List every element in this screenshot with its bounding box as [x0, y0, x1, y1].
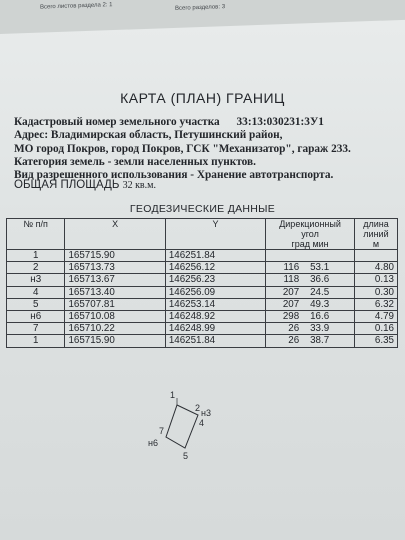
point-number-cell: 1 [7, 250, 65, 262]
angle-degrees: 207 [282, 298, 300, 310]
line-length-cell: 6.35 [354, 335, 397, 347]
table-row [7, 286, 398, 298]
top-fragment-2: Всего разделов: 3 [175, 4, 226, 12]
y-coordinate-cell: 146256.23 [165, 274, 265, 286]
top-fragment-1: Всего листов раздела 2: 1 [40, 2, 113, 11]
total-area [14, 179, 156, 191]
coordinates-table [6, 218, 398, 348]
angle-degrees: 116 [283, 262, 300, 274]
cadastral-label: Кадастровый номер земельного участка [14, 116, 220, 128]
direction-angle-cell [266, 286, 355, 298]
area-value: 32 кв.м. [122, 180, 156, 191]
x-coordinate-cell: 165710.22 [65, 323, 165, 335]
sketch-label-5: 5 [183, 451, 189, 460]
point-number-cell: 4 [7, 286, 65, 298]
sketch-label-7: 7 [159, 426, 165, 436]
header-number: № п/п [7, 219, 65, 250]
angle-degrees: 118 [283, 274, 300, 286]
line-length-cell: 0.30 [354, 286, 397, 298]
line-length-cell: 4.80 [354, 262, 397, 274]
y-coordinate-cell: 146256.09 [165, 286, 265, 298]
header-angle [266, 219, 355, 250]
point-number-cell: 2 [7, 262, 65, 274]
geodetic-title: ГЕОДЕЗИЧЕСКИЕ ДАННЫЕ [129, 203, 276, 215]
cadastral-row [14, 116, 351, 129]
address-line-1: Адрес: Владимирская область, Петушинский район, [14, 129, 283, 142]
direction-angle-cell [266, 274, 355, 286]
point-number-cell: 7 [7, 323, 65, 335]
direction-angle-cell [266, 310, 355, 322]
angle-degrees: 207 [282, 286, 300, 298]
table-row [7, 298, 398, 310]
line-length-cell [354, 250, 397, 262]
x-coordinate-cell: 165715.90 [65, 250, 165, 262]
table-row [7, 274, 398, 286]
previous-page-strip [0, 0, 405, 34]
address-line-2: МО город Покров, город Покров, ГСК "Механизатор", гараж 233. [14, 142, 351, 155]
x-coordinate-cell: 165715.90 [65, 335, 165, 347]
angle-minutes: 38.7 [310, 335, 330, 347]
y-coordinate-cell: 146248.99 [165, 323, 265, 335]
header-length-title: длина линий [363, 219, 389, 239]
y-coordinate-cell: 146251.84 [165, 250, 265, 262]
point-number-cell: н3 [7, 274, 65, 286]
table-row [7, 250, 398, 262]
direction-angle-cell [266, 335, 355, 347]
x-coordinate-cell: 165713.40 [65, 286, 165, 298]
angle-degrees: 298 [282, 311, 300, 323]
y-coordinate-cell: 146248.92 [165, 310, 265, 322]
line-length-cell: 0.13 [354, 274, 397, 286]
table-row [7, 310, 398, 322]
parcel-info [14, 116, 351, 182]
table-row [7, 323, 398, 335]
header-length [354, 219, 397, 250]
table-row [7, 335, 398, 347]
header-y: Y [165, 219, 265, 250]
y-coordinate-cell: 146256.12 [165, 262, 265, 274]
direction-angle-cell [266, 262, 355, 274]
angle-minutes: 16.6 [310, 311, 330, 323]
angle-minutes: 24.5 [310, 286, 330, 298]
angle-minutes: 53.1 [310, 262, 330, 274]
land-category: Категория земель - земли населенных пунктов. [14, 155, 256, 168]
x-coordinate-cell: 165707.81 [65, 298, 165, 310]
angle-minutes: 36.6 [310, 274, 330, 286]
direction-angle-cell [266, 298, 355, 310]
x-coordinate-cell: 165710.08 [65, 310, 165, 322]
parcel-sketch [140, 385, 230, 460]
permitted-use: Вид разрешенного использования - Хранение автотранспорта. [14, 169, 334, 182]
header-angle-title: Дирекционный угол [279, 219, 341, 239]
point-number-cell: н6 [7, 310, 65, 322]
header-angle-sub: град мин [291, 239, 329, 249]
angle-degrees: 26 [288, 323, 300, 335]
point-number-cell: 5 [7, 298, 65, 310]
y-coordinate-cell: 146251.84 [165, 335, 265, 347]
table-row [7, 262, 398, 274]
direction-angle-cell [266, 323, 355, 335]
angle-minutes: 33.9 [310, 323, 330, 335]
sketch-label-n6: н6 [148, 438, 158, 448]
angle-minutes: 49.3 [310, 298, 330, 310]
area-label: ОБЩАЯ ПЛОЩАДЬ [14, 179, 120, 191]
line-length-cell: 4.79 [354, 310, 397, 322]
point-number-cell: 1 [7, 335, 65, 347]
x-coordinate-cell: 165713.67 [65, 274, 165, 286]
parcel-outline [166, 403, 201, 448]
angle-degrees: 26 [288, 335, 300, 347]
line-length-cell: 6.32 [354, 298, 397, 310]
header-x: X [65, 219, 165, 250]
direction-angle-cell [266, 250, 355, 262]
line-length-cell: 0.16 [354, 323, 397, 335]
y-coordinate-cell: 146253.14 [165, 298, 265, 310]
sketch-label-2: 2 [195, 403, 201, 413]
sketch-label-1: 1 [170, 390, 176, 400]
page-title: КАРТА (ПЛАН) ГРАНИЦ [120, 90, 285, 106]
cadastral-number: 33:13:030231:3У1 [236, 116, 324, 128]
sketch-label-4: 4 [199, 418, 205, 428]
sketch-label-n3: н3 [201, 408, 211, 418]
table-header-row [7, 219, 398, 250]
x-coordinate-cell: 165713.73 [65, 262, 165, 274]
header-length-sub: м [372, 239, 380, 249]
